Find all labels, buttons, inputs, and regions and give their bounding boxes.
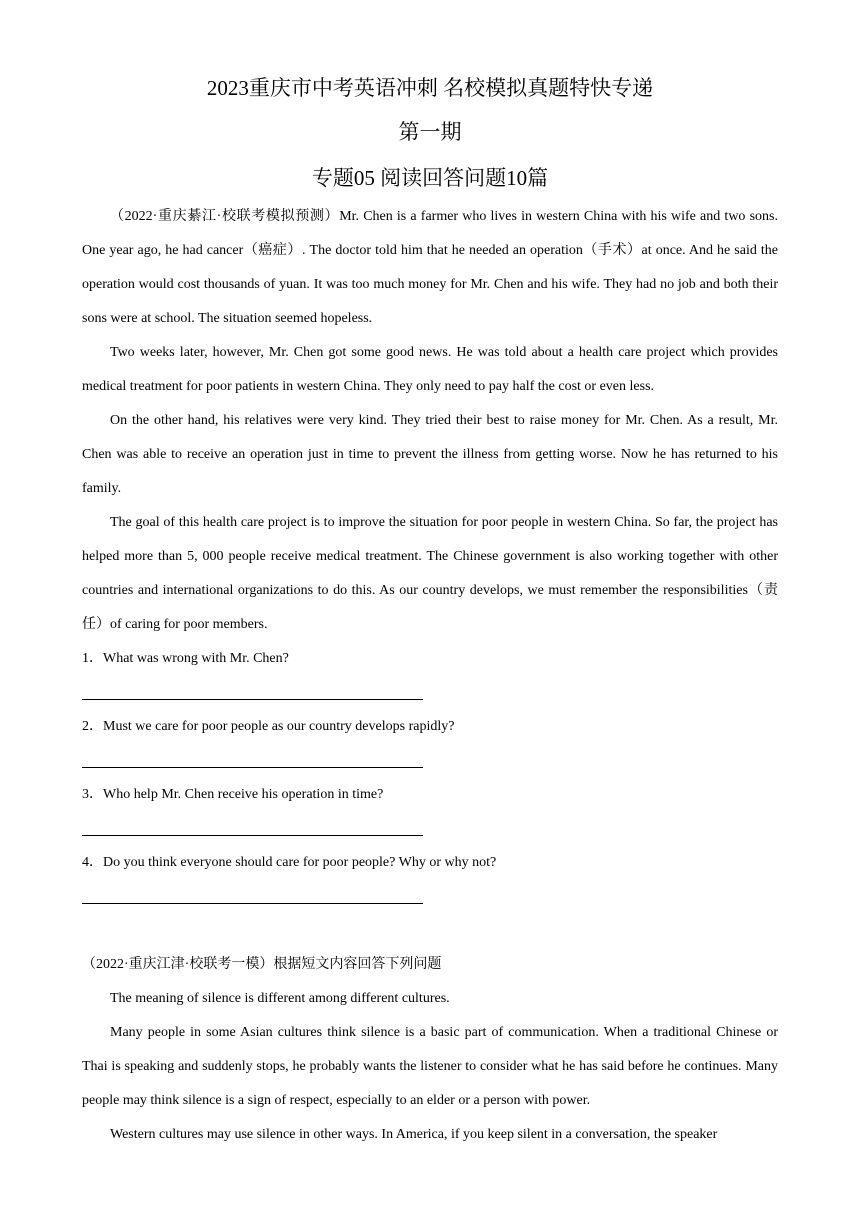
passage2-paragraph: Western cultures may use silence in other ways. In America, if you keep silent in a conversation, the speaker [110,1127,718,1142]
answer-blank-3[interactable] [82,812,423,846]
answer-blank-4[interactable] [82,880,423,914]
topic-heading: 专题05 阅读回答问题10篇 [311,166,549,190]
passage2-paragraph: Many people in some Asian cultures think silence is a basic part of communication. When a traditional Chinese or Thai is speaking and suddenly stops, he probably wants the listener to consider what he has said before he continues. Many people may think silence is a sign of respect, especially to an elder or a person with power. [82,1025,778,1108]
document-title: 2023重庆市中考英语冲刺 名校模拟真题特快专递 [206,76,654,100]
question-4: 4．Do you think everyone should care for poor people? Why or why not? [82,855,497,870]
passage1-paragraph: （2022·重庆綦江·校联考模拟预测）Mr. Chen is a farmer who lives in western China with his wife and two sons. One year ago, he had cancer（癌症）. The doctor told him that he needed an operation（手术）at once. And he said the operation would cost thousands of yuan. It was too much money for Mr. Chen and his wife. They had no job and both their sons were at school. The situation seemed hopeless. [82,209,778,326]
passage1-paragraph: Two weeks later, however, Mr. Chen got some good news. He was told about a health care project which provides medical treatment for poor patients in western China. They only need to pay half the cost or even less. [82,345,778,394]
issue-label: 第一期 [398,120,462,144]
answer-blank-2[interactable] [82,744,423,778]
passage2-intro: （2022·重庆江津·校联考一模）根据短文内容回答下列问题 [82,957,442,972]
question-3: 3．Who help Mr. Chen receive his operation in time? [82,787,384,802]
passage2-paragraph: The meaning of silence is different among different cultures. [110,991,450,1006]
document-body [82,200,778,1152]
answer-blank-1[interactable] [82,676,423,710]
passage1-paragraph: On the other hand, his relatives were very kind. They tried their best to raise money for Mr. Chen. As a result, Mr. Chen was able to receive an operation just in time to prevent the illness from getting worse. Now he has returned to his family. [82,413,778,496]
passage1-paragraph: The goal of this health care project is to improve the situation for poor people in western China. So far, the project has helped more than 5, 000 people receive medical treatment. The Chinese government is also working together with other countries and international organizations to do this. As our country develops, we must remember the responsibilities（责任）of caring for poor members. [82,515,778,632]
question-2: 2．Must we care for poor people as our country develops rapidly? [82,719,455,734]
question-1: 1．What was wrong with Mr. Chen? [82,651,289,666]
